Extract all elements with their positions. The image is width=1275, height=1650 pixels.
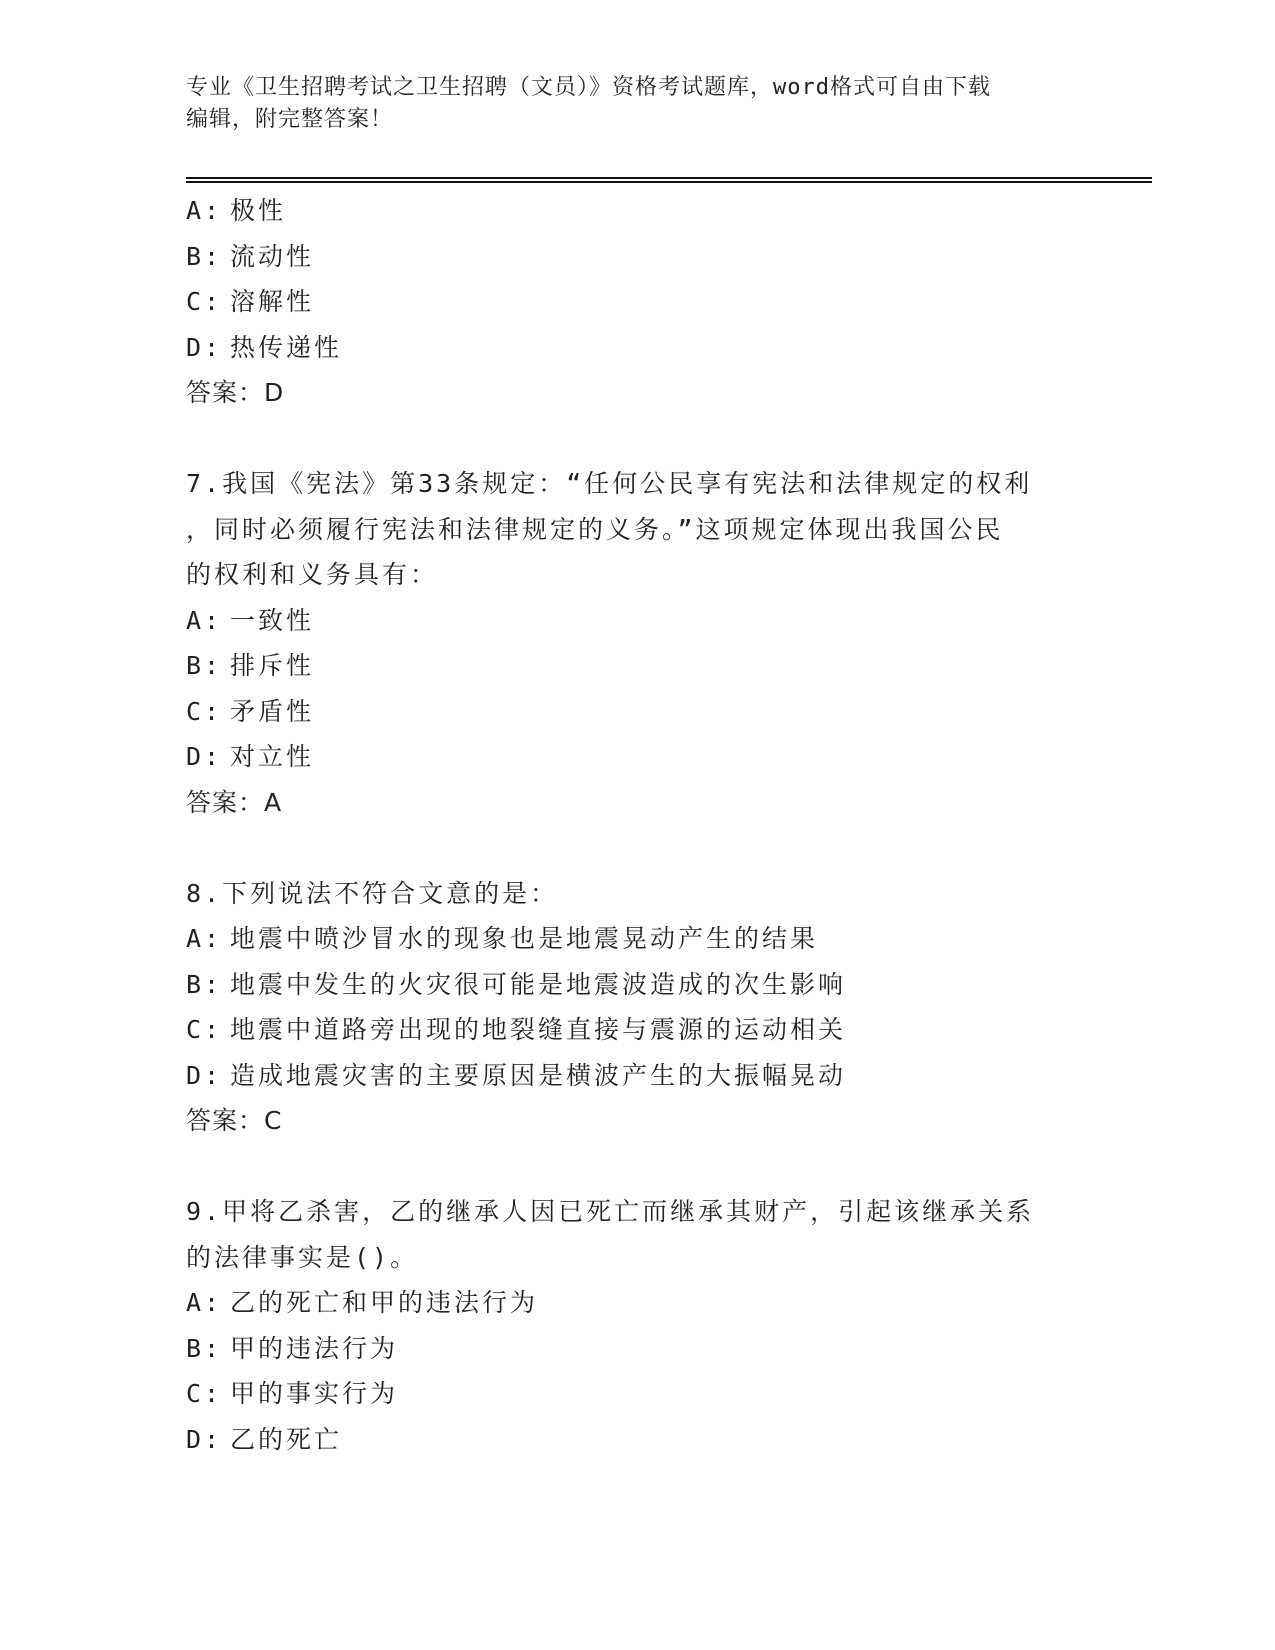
option-key: D: — [186, 742, 223, 771]
option-key: A: — [186, 924, 223, 953]
option-key: D: — [186, 1060, 223, 1090]
question-spacer — [186, 416, 1086, 462]
option-b — [186, 962, 1086, 1008]
question-spacer — [186, 825, 1086, 871]
option-d — [186, 1417, 1086, 1463]
option-c — [186, 689, 1086, 735]
question-text-line: 8.下列说法不符合文意的是： — [186, 878, 559, 908]
header-line-2: 编辑，附完整答案！ — [186, 107, 394, 132]
option-c — [186, 1007, 1086, 1053]
option-text: 造成地震灾害的主要原因是横波产生的大振幅晃动 — [230, 1060, 847, 1090]
option-key: A: — [186, 196, 223, 225]
option-text: 甲的违法行为 — [230, 1333, 399, 1363]
header-divider-top — [186, 177, 1152, 179]
option-text: 甲的事实行为 — [230, 1379, 399, 1408]
document-header — [186, 72, 1066, 136]
option-key: D: — [186, 1424, 223, 1454]
option-key: A: — [186, 1288, 223, 1317]
header-line-1: 专业《卫生招聘考试之卫生招聘（文员）》资格考试题库，word格式可自由下载 — [186, 75, 991, 100]
option-text: 矛盾性 — [230, 696, 315, 726]
question-text-line: 的法律事实是()。 — [186, 1242, 419, 1272]
option-a — [186, 188, 1086, 234]
option-a — [186, 598, 1086, 644]
answer-line: 答案：C — [186, 1106, 283, 1135]
option-a — [186, 916, 1086, 962]
answer-line: 答案：D — [186, 378, 285, 407]
question-text-line: 的权利和义务具有： — [186, 560, 439, 589]
option-c — [186, 279, 1086, 325]
option-key: D: — [186, 332, 223, 362]
question-text-line: 7.我国《宪法》第33条规定：“任何公民享有宪法和法律规定的权利 — [186, 469, 1033, 498]
question-text-line: ，同时必须履行宪法和法律规定的义务。”这项规定体现出我国公民 — [186, 514, 1004, 544]
option-a — [186, 1280, 1086, 1326]
question-text-line: 9.甲将乙杀害，乙的继承人因已死亡而继承其财产，引起该继承关系 — [186, 1197, 1035, 1226]
question-spacer — [186, 1144, 1086, 1190]
option-text: 排斥性 — [230, 651, 315, 680]
option-key: B: — [186, 651, 223, 680]
answer-line: 答案：A — [186, 787, 283, 817]
question-7 — [186, 461, 1086, 825]
option-text: 地震中发生的火灾很可能是地震波造成的次生影响 — [230, 969, 847, 999]
option-text: 溶解性 — [230, 287, 315, 316]
option-key: B: — [186, 241, 223, 271]
option-text: 乙的死亡和甲的违法行为 — [230, 1288, 539, 1317]
option-d — [186, 734, 1086, 780]
option-text: 极性 — [230, 196, 287, 225]
option-d — [186, 1053, 1086, 1099]
question-9 — [186, 1189, 1086, 1462]
option-key: C: — [186, 1015, 223, 1044]
option-key: B: — [186, 1333, 223, 1363]
option-text: 地震中喷沙冒水的现象也是地震晃动产生的结果 — [230, 924, 819, 953]
option-b — [186, 234, 1086, 280]
option-b — [186, 643, 1086, 689]
header-divider-bottom — [186, 181, 1152, 183]
option-d — [186, 325, 1086, 371]
question-list — [186, 188, 1086, 1462]
option-text: 热传递性 — [230, 332, 343, 362]
option-text: 流动性 — [230, 241, 315, 271]
option-c — [186, 1371, 1086, 1417]
option-key: A: — [186, 605, 223, 635]
option-text: 乙的死亡 — [230, 1424, 343, 1454]
option-key: C: — [186, 287, 223, 316]
option-key: B: — [186, 969, 223, 999]
question-8 — [186, 871, 1086, 1144]
option-key: C: — [186, 696, 223, 726]
option-text: 对立性 — [230, 742, 315, 771]
option-b — [186, 1326, 1086, 1372]
question-6 — [186, 188, 1086, 416]
option-text: 地震中道路旁出现的地裂缝直接与震源的运动相关 — [230, 1015, 847, 1044]
option-text: 一致性 — [230, 605, 315, 635]
option-key: C: — [186, 1379, 223, 1408]
